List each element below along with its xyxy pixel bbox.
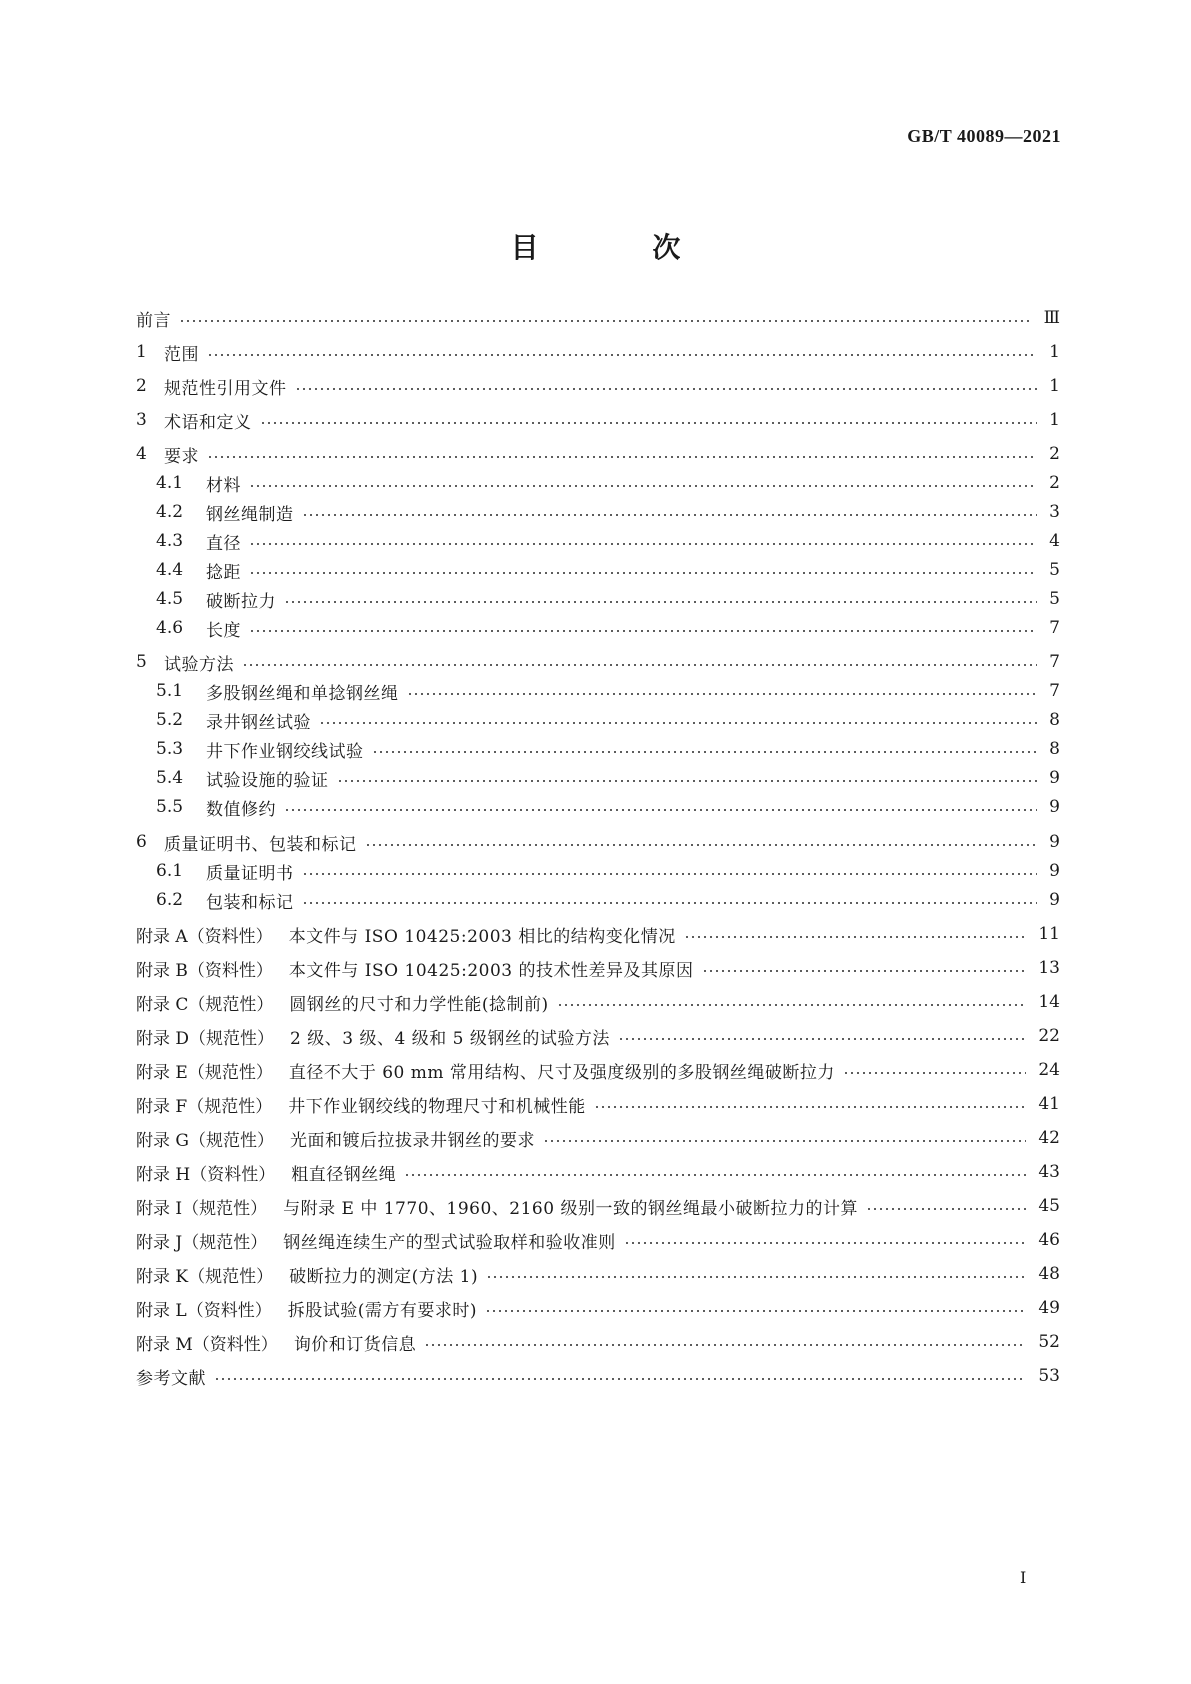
toc-entry[interactable] bbox=[136, 1363, 1060, 1389]
toc-entry[interactable] bbox=[136, 407, 1060, 433]
toc-entry-label: 本文件与 ISO 10425:2003 相比的结构变化情况 bbox=[288, 926, 676, 947]
toc-entry-page: 13 bbox=[1038, 958, 1060, 978]
toc-entry-number: 3 bbox=[136, 410, 147, 430]
toc-entry-label: 井下作业钢绞线的物理尺寸和机械性能 bbox=[288, 1096, 586, 1117]
toc-entry-label: 术语和定义 bbox=[164, 412, 252, 433]
toc-entry-page: 22 bbox=[1038, 1026, 1060, 1046]
toc-entry-page: 42 bbox=[1038, 1128, 1060, 1148]
toc-entry[interactable] bbox=[156, 707, 1060, 733]
toc-entry-number: 附录 F（规范性） bbox=[136, 1096, 273, 1117]
toc-entry[interactable] bbox=[156, 887, 1060, 913]
toc-entry-label: 捻距 bbox=[206, 562, 241, 583]
toc-entry-label: 试验设施的验证 bbox=[206, 770, 329, 791]
toc-entry-page: 48 bbox=[1038, 1264, 1060, 1284]
toc-entry[interactable] bbox=[156, 765, 1060, 791]
page-title: 目 次 bbox=[510, 231, 733, 264]
toc-entry[interactable] bbox=[156, 736, 1060, 762]
leader-dots bbox=[302, 902, 1038, 904]
toc-entry-number: 5.2 bbox=[156, 710, 184, 730]
leader-dots bbox=[486, 1276, 1026, 1278]
leader-dots bbox=[424, 1344, 1026, 1346]
toc-entry-number: 4.5 bbox=[156, 589, 184, 609]
toc-entry[interactable] bbox=[156, 858, 1060, 884]
toc-entry[interactable] bbox=[136, 373, 1060, 399]
toc-entry-number: 4.6 bbox=[156, 618, 184, 638]
leader-dots bbox=[684, 936, 1027, 938]
toc-entry[interactable] bbox=[156, 557, 1060, 583]
leader-dots bbox=[543, 1140, 1026, 1142]
toc-entry-number: 附录 J（规范性） bbox=[136, 1232, 268, 1253]
toc-entry-number: 附录 D（规范性） bbox=[136, 1028, 275, 1049]
toc-entry[interactable] bbox=[156, 499, 1060, 525]
toc-entry-label: 材料 bbox=[206, 475, 241, 496]
toc-entry-number: 附录 G（规范性） bbox=[136, 1130, 274, 1151]
toc-entry-page: 52 bbox=[1038, 1332, 1060, 1352]
leader-dots bbox=[404, 1174, 1026, 1176]
leader-dots bbox=[249, 630, 1037, 632]
toc-entry-label: 钢丝绳连续生产的型式试验取样和验收准则 bbox=[283, 1232, 616, 1253]
toc-entry-label: 包装和标记 bbox=[206, 892, 294, 913]
toc-entry-number: 4.2 bbox=[156, 502, 184, 522]
toc-entry-page: 46 bbox=[1038, 1230, 1060, 1250]
toc-entry-appendix[interactable] bbox=[136, 921, 1060, 947]
leader-dots bbox=[594, 1106, 1027, 1108]
toc-entry-label: 询价和订货信息 bbox=[293, 1334, 417, 1355]
toc-entry-appendix[interactable] bbox=[136, 1329, 1060, 1355]
toc-entry-label: 要求 bbox=[164, 446, 199, 467]
toc-entry[interactable] bbox=[136, 649, 1060, 675]
toc-entry-label: 录井钢丝试验 bbox=[206, 712, 311, 733]
leader-dots bbox=[284, 809, 1037, 811]
leader-dots bbox=[249, 543, 1037, 545]
toc-entry-page: 7 bbox=[1049, 618, 1060, 638]
toc-entry-number: 5.5 bbox=[156, 797, 184, 817]
toc-entry-number: 附录 H（资料性） bbox=[136, 1164, 276, 1185]
toc-entry-label: 试验方法 bbox=[164, 654, 234, 675]
toc-entry-label: 数值修约 bbox=[206, 799, 276, 820]
toc-entry[interactable] bbox=[156, 794, 1060, 820]
leader-dots bbox=[624, 1242, 1027, 1244]
toc-entry[interactable] bbox=[136, 441, 1060, 467]
toc-entry-appendix[interactable] bbox=[136, 1057, 1060, 1083]
toc-entry-page: 5 bbox=[1049, 589, 1060, 609]
toc-entry-page: 5 bbox=[1049, 560, 1060, 580]
toc-entry-page: 4 bbox=[1049, 531, 1060, 551]
leader-dots bbox=[319, 722, 1037, 724]
toc-entry[interactable] bbox=[156, 615, 1060, 641]
toc-entry-number: 4.1 bbox=[156, 473, 184, 493]
toc-entry-number: 5.3 bbox=[156, 739, 184, 759]
toc-entry-number: 5.4 bbox=[156, 768, 184, 788]
toc-entry-page: 9 bbox=[1049, 861, 1060, 881]
toc-entry-label: 多股钢丝绳和单捻钢丝绳 bbox=[206, 683, 399, 704]
toc-entry-number: 附录 A（资料性） bbox=[136, 926, 273, 947]
toc-entry-page: 3 bbox=[1049, 502, 1060, 522]
toc-entry-number: 2 bbox=[136, 376, 147, 396]
toc-entry-label: 参考文献 bbox=[136, 1368, 206, 1389]
toc-entry-number: 附录 M（资料性） bbox=[136, 1334, 278, 1355]
toc-entry-appendix[interactable] bbox=[136, 1261, 1060, 1287]
toc-entry-number: 附录 E（规范性） bbox=[136, 1062, 273, 1083]
toc-entry-number: 附录 C（规范性） bbox=[136, 994, 274, 1015]
toc-entry-appendix[interactable] bbox=[136, 1159, 1060, 1185]
toc-entry-label: 井下作业钢绞线试验 bbox=[206, 741, 364, 762]
toc-entry-page: 1 bbox=[1049, 410, 1060, 430]
toc-entry-page: 49 bbox=[1038, 1298, 1060, 1318]
toc-entry[interactable] bbox=[156, 528, 1060, 554]
leader-dots bbox=[179, 320, 1032, 322]
toc-entry[interactable] bbox=[156, 470, 1060, 496]
toc-entry-number: 附录 K（规范性） bbox=[136, 1266, 274, 1287]
toc-entry-page: 2 bbox=[1049, 473, 1060, 493]
toc-entry-page: 53 bbox=[1038, 1366, 1060, 1386]
toc-entry-label: 直径 bbox=[206, 533, 241, 554]
toc-entry-label: 圆钢丝的尺寸和力学性能(捻制前) bbox=[289, 994, 549, 1015]
leader-dots bbox=[866, 1208, 1026, 1210]
leader-dots bbox=[702, 970, 1027, 972]
toc-entry-page: 43 bbox=[1038, 1162, 1060, 1182]
toc-entry-page: 7 bbox=[1049, 652, 1060, 672]
toc-entry-label: 拆股试验(需方有要求时) bbox=[287, 1300, 477, 1321]
toc-entry-label: 破断拉力 bbox=[206, 591, 276, 612]
toc-entry-appendix[interactable] bbox=[136, 1193, 1060, 1219]
toc-entry-label: 与附录 E 中 1770、1960、2160 级别一致的钢丝绳最小破断拉力的计算 bbox=[283, 1198, 858, 1219]
toc-entry-appendix[interactable] bbox=[136, 1295, 1060, 1321]
leader-dots bbox=[214, 1378, 1026, 1380]
toc-entry-number: 5.1 bbox=[156, 681, 184, 701]
toc-entry-number: 1 bbox=[136, 342, 147, 362]
leader-dots bbox=[485, 1310, 1026, 1312]
leader-dots bbox=[207, 456, 1037, 458]
toc-entry-label: 前言 bbox=[136, 310, 171, 331]
toc-entry-page: 14 bbox=[1038, 992, 1060, 1012]
toc-entry-page: 24 bbox=[1038, 1060, 1060, 1080]
toc-entry[interactable] bbox=[136, 305, 1060, 331]
toc-entry-label: 2 级、3 级、4 级和 5 级钢丝的试验方法 bbox=[290, 1028, 610, 1049]
standard-code: GB/T 40089—2021 bbox=[907, 126, 1061, 146]
toc-entry-label: 质量证明书、包装和标记 bbox=[164, 834, 357, 855]
toc-entry-page: 11 bbox=[1038, 924, 1060, 944]
toc-entry-label: 光面和镀后拉拔录井钢丝的要求 bbox=[289, 1130, 535, 1151]
toc-entry-number: 附录 B（资料性） bbox=[136, 960, 273, 981]
toc-entry-number: 附录 L（资料性） bbox=[136, 1300, 272, 1321]
toc-entry-label: 质量证明书 bbox=[206, 863, 294, 884]
toc-entry-page: 9 bbox=[1049, 768, 1060, 788]
toc-entry-page: 9 bbox=[1049, 797, 1060, 817]
toc-entry-label: 粗直径钢丝绳 bbox=[291, 1164, 397, 1185]
toc-entry-number: 5 bbox=[136, 652, 147, 672]
leader-dots bbox=[249, 572, 1037, 574]
toc-entry-page: 7 bbox=[1049, 681, 1060, 701]
toc-entry-number: 4.3 bbox=[156, 531, 184, 551]
toc-entry[interactable] bbox=[136, 829, 1060, 855]
leader-dots bbox=[337, 780, 1038, 782]
toc-entry-appendix[interactable] bbox=[136, 1125, 1060, 1151]
toc-entry-label: 破断拉力的测定(方法 1) bbox=[289, 1266, 479, 1287]
leader-dots bbox=[295, 388, 1038, 390]
toc-entry-number: 附录 I（规范性） bbox=[136, 1198, 268, 1219]
toc-entry-label: 范围 bbox=[164, 344, 199, 365]
toc-entry[interactable] bbox=[136, 339, 1060, 365]
toc-entry-page: 9 bbox=[1049, 890, 1060, 910]
toc-entry-label: 规范性引用文件 bbox=[164, 378, 287, 399]
toc-entry-page: 8 bbox=[1049, 739, 1060, 759]
toc-entry-page: 1 bbox=[1049, 376, 1060, 396]
leader-dots bbox=[302, 514, 1038, 516]
toc-entry-page: Ⅲ bbox=[1043, 308, 1060, 328]
toc-entry-number: 4 bbox=[136, 444, 147, 464]
toc-entry-appendix[interactable] bbox=[136, 1023, 1060, 1049]
toc-entry-number: 6.2 bbox=[156, 890, 184, 910]
toc-entry[interactable] bbox=[156, 586, 1060, 612]
leader-dots bbox=[365, 844, 1038, 846]
toc-entry-appendix[interactable] bbox=[136, 1091, 1060, 1117]
toc-entry-page: 9 bbox=[1049, 832, 1060, 852]
leader-dots bbox=[372, 751, 1038, 753]
leader-dots bbox=[557, 1004, 1027, 1006]
leader-dots bbox=[249, 485, 1037, 487]
leader-dots bbox=[302, 873, 1038, 875]
toc-entry-label: 钢丝绳制造 bbox=[206, 504, 294, 525]
page-number: I bbox=[1020, 1568, 1027, 1587]
leader-dots bbox=[618, 1038, 1027, 1040]
toc-entry-appendix[interactable] bbox=[136, 955, 1060, 981]
leader-dots bbox=[242, 664, 1037, 666]
toc-entry-appendix[interactable] bbox=[136, 989, 1060, 1015]
leader-dots bbox=[284, 601, 1037, 603]
toc-entry-label: 本文件与 ISO 10425:2003 的技术性差异及其原因 bbox=[288, 960, 694, 981]
toc-entry-page: 45 bbox=[1038, 1196, 1060, 1216]
toc-entry-number: 6.1 bbox=[156, 861, 184, 881]
leader-dots bbox=[260, 422, 1038, 424]
toc-entry-page: 41 bbox=[1038, 1094, 1060, 1114]
toc-entry-number: 6 bbox=[136, 832, 147, 852]
toc-entry-page: 1 bbox=[1049, 342, 1060, 362]
toc-entry-page: 2 bbox=[1049, 444, 1060, 464]
toc-entry[interactable] bbox=[156, 678, 1060, 704]
toc-entry-label: 直径不大于 60 mm 常用结构、尺寸及强度级别的多股钢丝绳破断拉力 bbox=[288, 1062, 835, 1083]
leader-dots bbox=[407, 693, 1038, 695]
leader-dots bbox=[207, 354, 1037, 356]
leader-dots bbox=[843, 1072, 1026, 1074]
toc-entry-appendix[interactable] bbox=[136, 1227, 1060, 1253]
toc-entry-number: 4.4 bbox=[156, 560, 184, 580]
toc-entry-page: 8 bbox=[1049, 710, 1060, 730]
toc-entry-label: 长度 bbox=[206, 620, 241, 641]
